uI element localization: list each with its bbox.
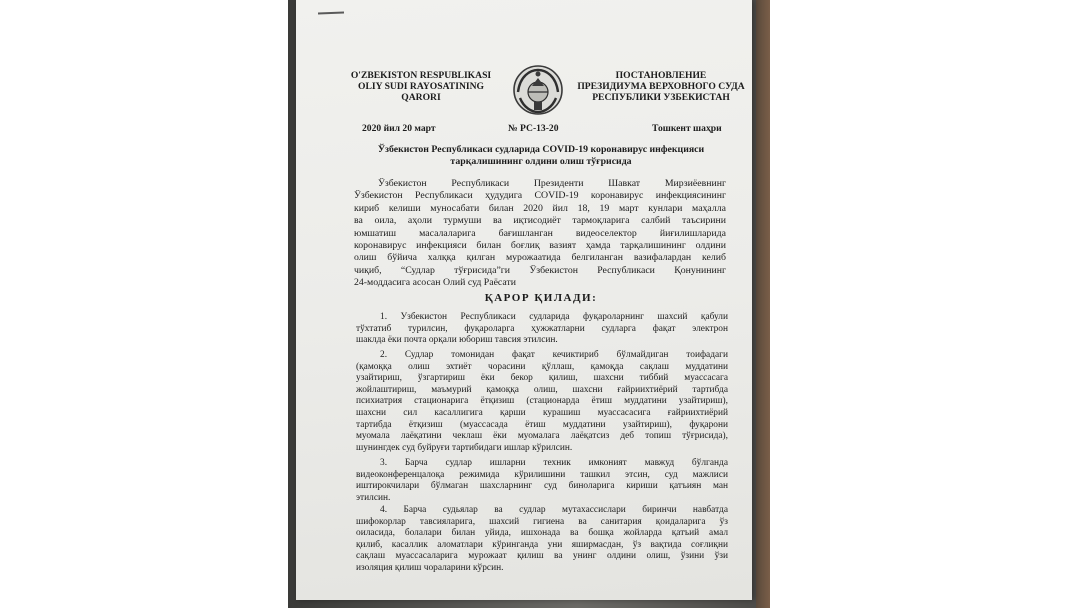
paragraph-line: шаклда ёки почта орқали юбориш тавсия этилсин. <box>356 335 558 346</box>
document-number: № РС-13-20 <box>508 123 559 134</box>
paragraph-line: иштирокчилари бўлмаган шахсларнинг суд биноларига кириши қатъиян ман <box>356 481 728 492</box>
preamble <box>354 178 726 290</box>
header-uz-line: O'ZBEKISTON RESPUBLIKASI <box>350 70 492 81</box>
title-line: тарқалишининг олдини олиш тўғрисида <box>450 156 632 167</box>
header-ru-line: ПОСТАНОВЛЕНИЕ <box>615 70 707 81</box>
header-uz-line: QARORI <box>401 92 441 103</box>
header-ru-line: ПРЕЗИДИУМА ВЕРХОВНОГО СУДА <box>577 81 745 92</box>
document-place: Тошкент шаҳри <box>652 123 722 134</box>
preamble-line: чиқиб, “Судлар тўғрисида”ги Ўзбекистон Республикаси Қонунининг <box>354 264 726 276</box>
title-line: Ўзбекистон Республикаси судларида COVID-19 коронавирус инфекцияси <box>377 144 705 155</box>
header-uz-line: OLIY SUDI RAYOSATINING <box>358 81 484 92</box>
document-date: 2020 йил 20 март <box>362 123 436 134</box>
paragraph-1 <box>356 312 728 347</box>
paragraph-line: жойлаштириш, маъмурий қамоққа олиш, шахсни ғайриихтиёрий тартибда <box>356 384 728 395</box>
preamble-line: ва оила, аҳоли турмуши ва иқтисодиёт тармоқларига салбий таъсирини <box>354 215 726 227</box>
paragraph-line: муомала лаёқатини чеклаш ёки муомалага лаёқатсиз деб топиш тўғрисида), <box>356 431 728 442</box>
header-russian <box>576 70 746 103</box>
paragraph-line: 4. Барча судьялар ва судлар мутахассислари биринчи навбатда <box>380 505 728 515</box>
desk-edge <box>756 0 770 608</box>
document-page <box>296 0 752 600</box>
header-ru-line: РЕСПУБЛИКИ УЗБЕКИСТАН <box>592 92 730 103</box>
paragraph-line: психиатрия стационарига ётқизиш (стационарда ётиш муддатини узайтириш), <box>356 396 728 407</box>
paragraph-line: шахсни сил касаллигига қарши курашиш муассасасига ғайриихтиёрий <box>356 407 728 418</box>
preamble-line: юмшатиш масалаларига бағишланган видеоселектор йиғилишларида <box>354 227 726 239</box>
paragraph-line: (қамоққа олиш эхтиёт чорасини қўллаш, қамоқда сақлаш муддатини <box>356 361 728 372</box>
paragraph-line: 2. Судлар томонидан фақат кечиктириб бўлмайдиган тоифадаги <box>380 350 728 360</box>
preamble-line: 24-моддасига асосан Олий суд Раёсати <box>354 277 517 289</box>
paragraph-line: қилиб, касаллик аломатлари кўринганда уни яширмасдан, ўз вақтида соғлиқни <box>356 539 728 550</box>
header-uzbek <box>346 70 496 103</box>
preamble-line: олиш бўйича халққа қилган мурожаатида белгиланган вазифалардан келиб <box>354 252 726 264</box>
document-meta <box>356 123 726 135</box>
paragraph-line: сақлаш муассасаларига мурожаат қилиш ва унинг олдини олиш, ўзини ўзи <box>356 551 728 562</box>
state-emblem-icon <box>510 62 566 118</box>
paragraph-line: шунингдек суд буйруғи тартибидаги ишлар кўрилсин. <box>356 442 573 453</box>
preamble-line: Ўзбекистон Республикаси Президенти Шавкат Мирзиёевнинг <box>378 178 726 189</box>
paragraph-line: 3. Барча судлар ишларни техник имконият мавжуд бўлганда <box>380 458 728 468</box>
paragraph-2 <box>356 350 728 454</box>
paragraph-line: видеоконференцалоқа режимида кўрилишини ташкил этсин, суд мажлиси <box>356 469 728 480</box>
preamble-line: кириб келиши муносабати билан 2020 йил 18, 19 март кунлари маҳалла <box>354 202 726 214</box>
document-title <box>356 144 726 168</box>
paragraph-line: 1. Ўзбекистон Республикаси судларида фуқароларнинг шахсий қабули <box>380 312 728 322</box>
paragraph-3 <box>356 458 728 504</box>
paragraph-line: шифокорлар тавсияларига, шахсий гигиена ва санитария қоидаларига ўз <box>356 516 728 527</box>
paragraph-line: этилсин. <box>356 492 391 503</box>
paragraph-line: тўхтатиб турилсин, фуқароларга ҳужжатларни судларга фақат электрон <box>356 323 728 334</box>
document-photo <box>288 0 770 608</box>
preamble-line: Ўзбекистон Республикаси ҳудудига COVID-19 коронавирус инфекциясининг <box>354 190 726 202</box>
paragraph-line: тартибда ётқизиш (муассасада ётиш муддатини узайтириш), фуқарони <box>356 419 728 430</box>
decree-heading: ҚАРОР ҚИЛАДИ: <box>484 292 598 304</box>
preamble-line: коронавирус инфекцияси билан боғлиқ вазият ҳамда тарқалишининг олдини <box>354 240 726 252</box>
paragraph-line: изоляция қилиш чораларини кўрсин. <box>356 562 504 573</box>
paragraph-line: оиласида, болалари билан уйида, ишхонада ва бошқа жойларда қатъий амал <box>356 528 728 539</box>
paragraph-4 <box>356 505 728 575</box>
staple-mark <box>318 12 344 15</box>
paragraph-line: узайтириш, ўзгартириш ёки бекор қилиш, шахсни тиббий муассасага <box>356 373 728 384</box>
